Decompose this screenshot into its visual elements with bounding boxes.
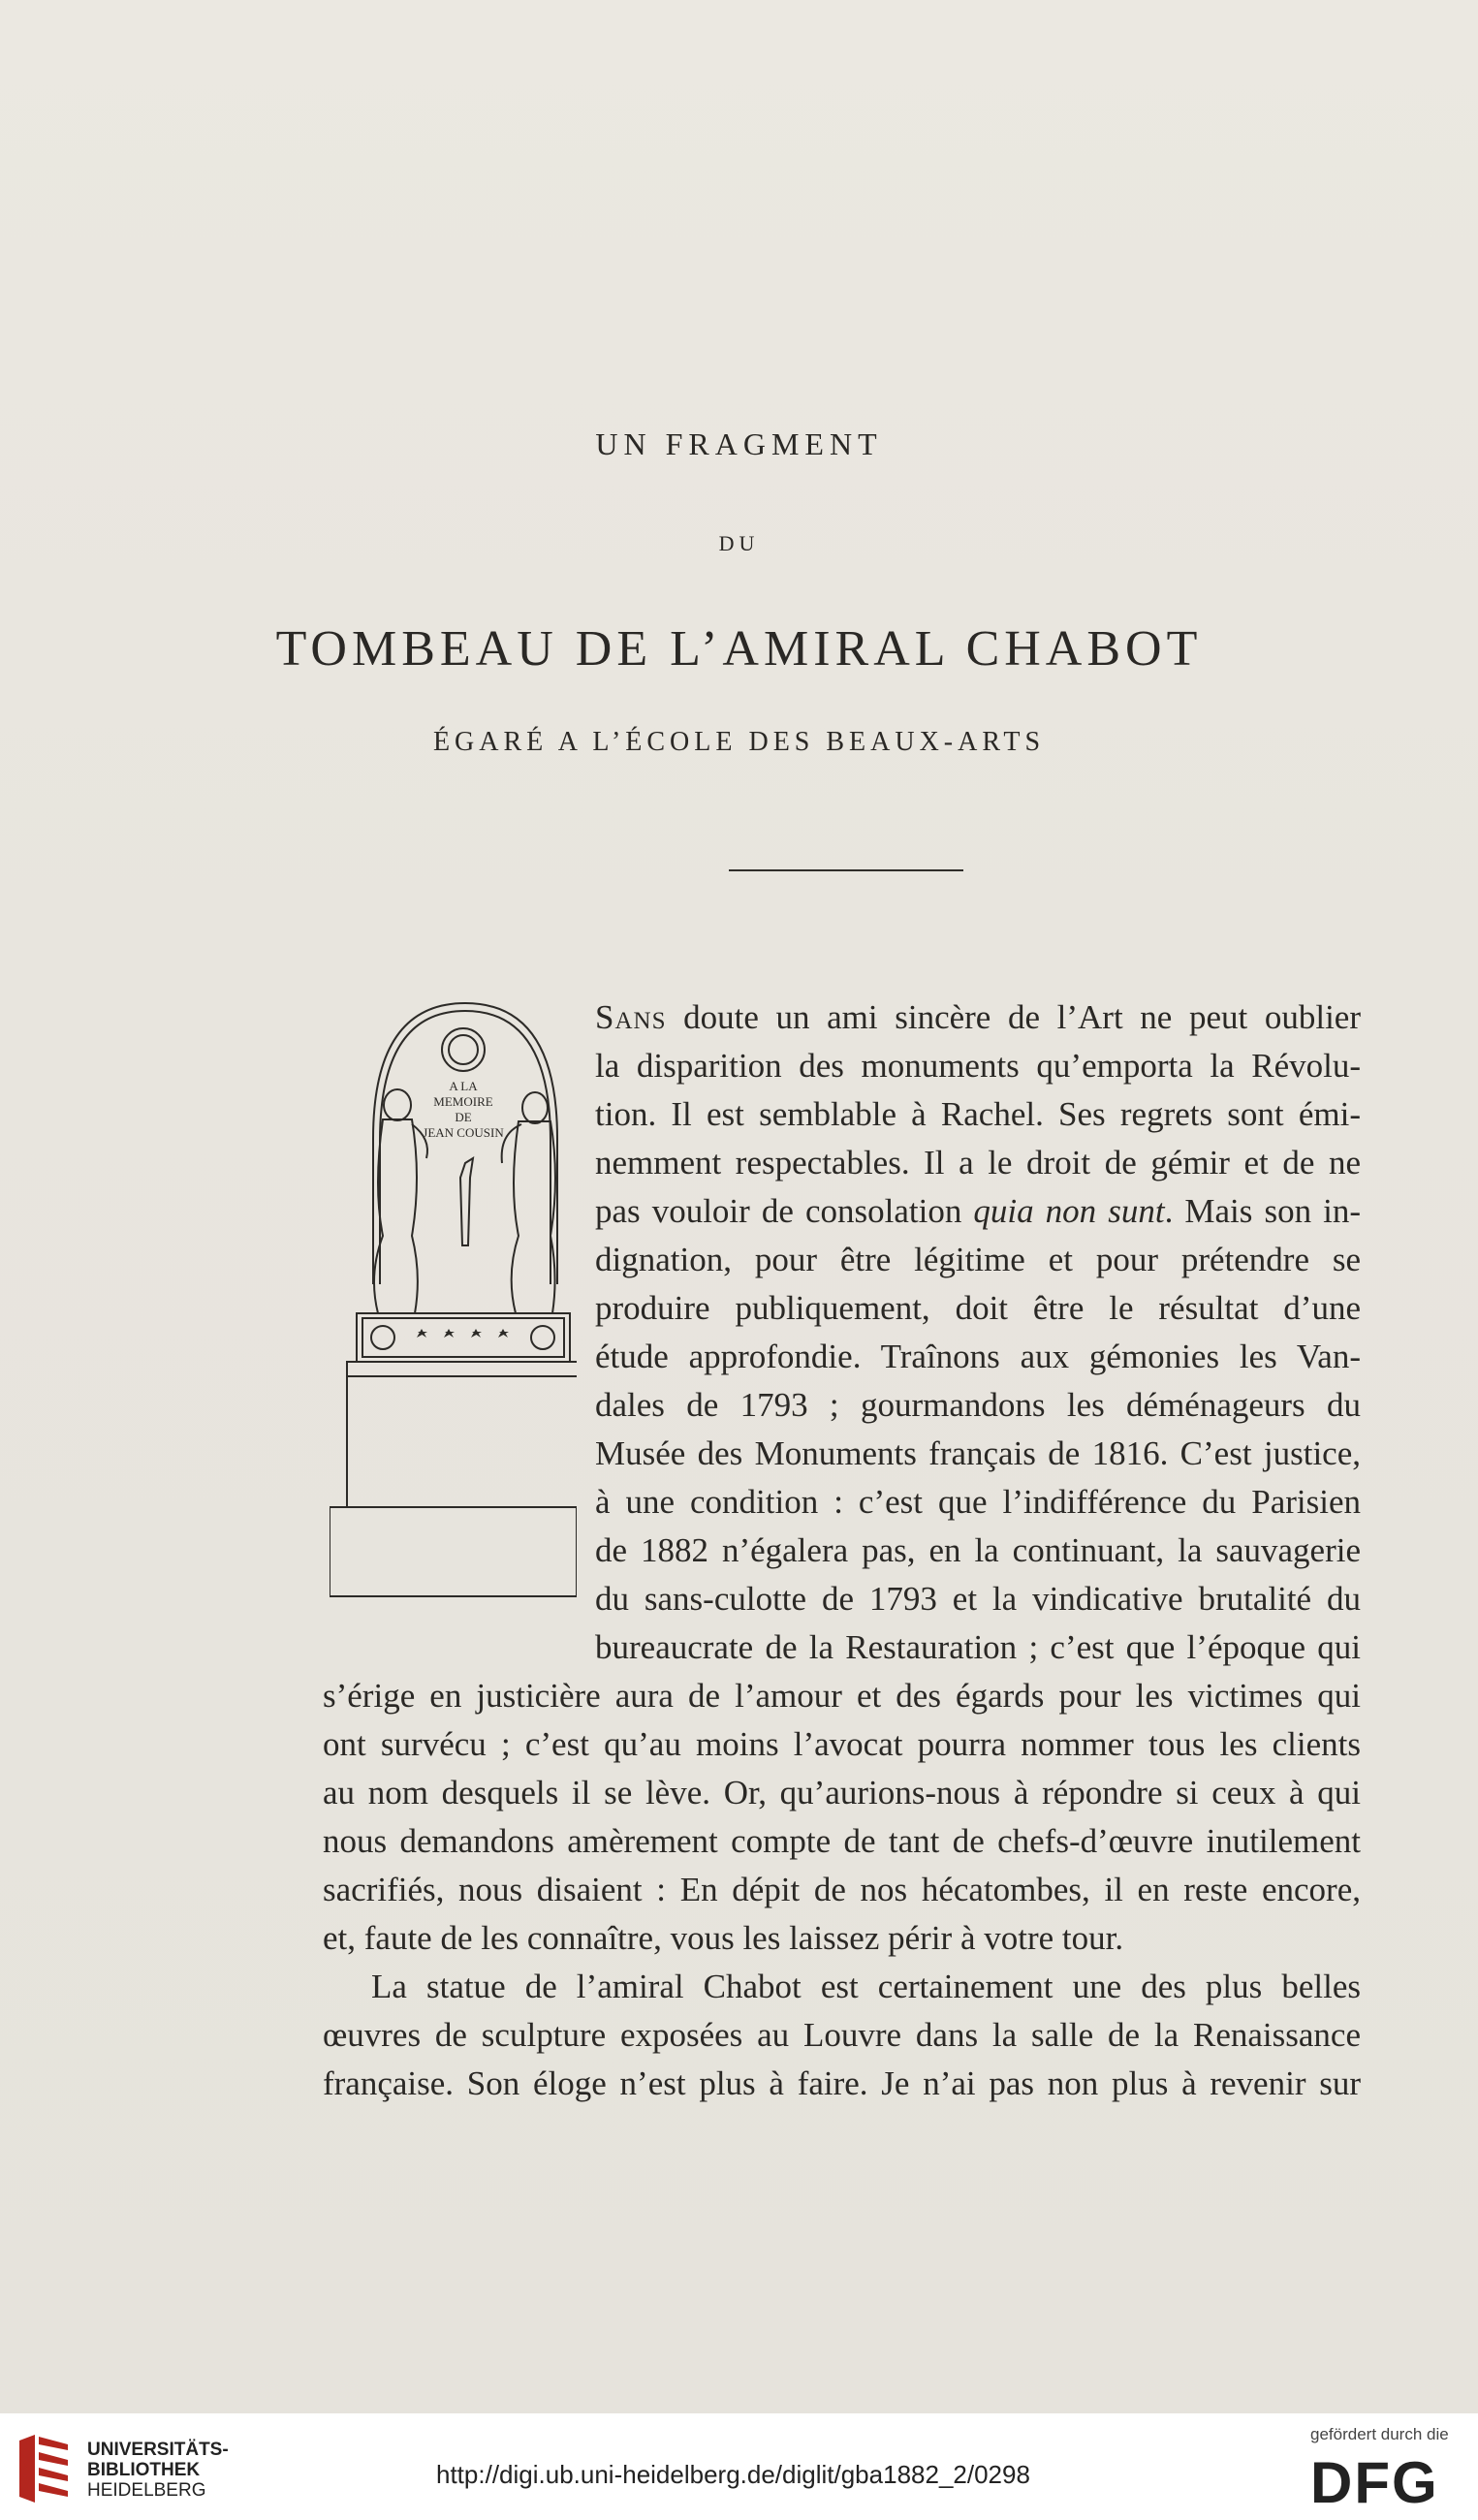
funding-label: gefördert durch die bbox=[1310, 2425, 1449, 2443]
body-line: s’érige en justicière aura de l’amour et des égards pour les victimes qui bbox=[323, 1677, 1361, 1715]
body-line: sacrifiés, nous disaient : En dépit de nos hécatombes, il en reste encore, bbox=[323, 1871, 1361, 1908]
body-line: au nom desquels il se lève. Or, qu’aurions-nous à répondre si ceux à qui bbox=[323, 1774, 1361, 1811]
body-line: dignation, pour être légitime et pour prétendre se bbox=[595, 1241, 1361, 1278]
body-line: ont survécu ; c’est qu’au moins l’avocat pourra nommer tous les clients bbox=[323, 1725, 1361, 1763]
body-line: bureaucrate de la Restauration ; c’est que l’époque qui bbox=[595, 1628, 1361, 1666]
body-line: œuvres de sculpture exposées au Louvre dans la salle de la Renaissance bbox=[323, 2016, 1361, 2054]
source-url-link[interactable]: http://digi.ub.uni-heidelberg.de/diglit/gba1882_2/0298 bbox=[436, 2460, 1030, 2489]
dfg-logo: DFG bbox=[1310, 2450, 1439, 2515]
heading-line2: DU bbox=[718, 531, 760, 555]
body-line: à une condition : c’est que l’indifférence du Parisien bbox=[595, 1483, 1361, 1521]
separator-rule bbox=[729, 869, 963, 871]
body-line: nous demandons amèrement compte de tant de chefs-d’œuvre inutilement bbox=[323, 1822, 1361, 1860]
library-name: UNIVERSITÄTS- BIBLIOTHEK HEIDELBERG bbox=[87, 2440, 229, 2501]
body-line: la disparition des monuments qu’emporta la Révolu- bbox=[595, 1047, 1361, 1085]
italic-phrase: quia non sunt bbox=[973, 1192, 1165, 1230]
university-library-logo-icon bbox=[16, 2431, 72, 2506]
body-line: du sans-culotte de 1793 et la vindicative brutalité du bbox=[595, 1580, 1361, 1618]
article-title: TOMBEAU DE L’AMIRAL CHABOT bbox=[275, 621, 1203, 677]
heading-line1: UN FRAGMENT bbox=[595, 426, 883, 461]
body-line: Musée des Monuments français de 1816. C’est justice, bbox=[595, 1434, 1361, 1472]
body-line: pas vouloir de consolation quia non sunt. Mais son in- bbox=[595, 1192, 1362, 1230]
body-line: Sans doute un ami sincère de l’Art ne peut oublier bbox=[595, 998, 1361, 1036]
body-line: tion. Il est semblable à Rachel. Ses regrets sont émi- bbox=[595, 1095, 1361, 1133]
inscription-line3: DE bbox=[455, 1110, 472, 1124]
tomb-illustration bbox=[330, 993, 577, 1599]
body-line: nemment respectables. Il a le droit de gémir et de ne bbox=[595, 1144, 1361, 1181]
body-line: et, faute de les connaître, vous les laissez périr à votre tour. bbox=[323, 1919, 1124, 1957]
body-line: étude approfondie. Traînons aux gémonies les Van- bbox=[595, 1338, 1361, 1375]
body-line: La statue de l’amiral Chabot est certainement une des plus belles bbox=[371, 1968, 1361, 2005]
inscription-line2: MEMOIRE bbox=[433, 1094, 493, 1109]
body-line: produire publiquement, doit être le résultat d’une bbox=[595, 1289, 1361, 1327]
body-line: de 1882 n’égalera pas, en la continuant, la sauvagerie bbox=[595, 1531, 1361, 1569]
inscription-line1: A LA bbox=[449, 1079, 478, 1093]
body-line: française. Son éloge n’est plus à faire. Je n’ai pas non plus à revenir sur bbox=[323, 2064, 1361, 2102]
body-line: dales de 1793 ; gourmandons les déménageurs du bbox=[595, 1386, 1361, 1424]
inscription-line4: JEAN COUSIN bbox=[423, 1125, 504, 1140]
article-subtitle: ÉGARÉ A L’ÉCOLE DES BEAUX-ARTS bbox=[432, 727, 1046, 757]
drop-word: Sans bbox=[595, 998, 667, 1036]
